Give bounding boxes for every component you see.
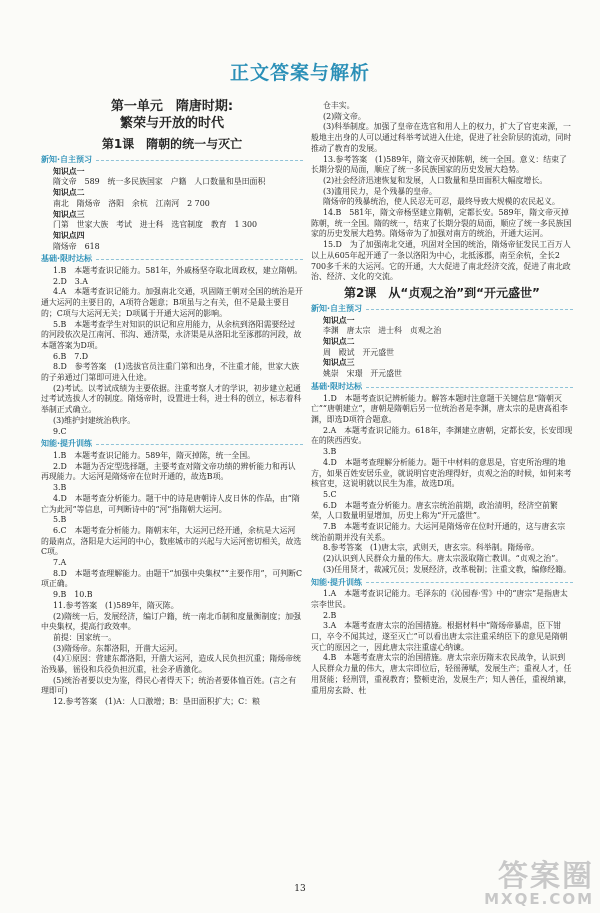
watermark-logo <box>484 859 594 908</box>
section-divider <box>96 160 303 161</box>
answer-paragraph: 4.D 本题考查理解分析能力。题干中材料的意思是，官吏所治理的地方，如果百姓安居乐业，就说明官吏治理得好，贞观之治的时候，如何来考核官吏，这说明就以民生为准，故选D项。 <box>311 457 572 489</box>
knowledge-point-label: 知识点一 <box>323 315 355 325</box>
answer-paragraph: 6.C 本题考查分析能力。隋朝末年，大运河已经开通，余杭是大运河的最南点，洛阳是大运河的中心，数座城市的兴起与大运河密切相关，故选C项。 <box>41 525 302 557</box>
knowledge-point-label: 知识点三 <box>53 209 85 219</box>
answer-paragraph: 3.A 本题考查唐太宗的治国措施。根据材料中“隋炀帝暴虐，臣下钳口，卒令不闻其过，遂至灭亡”可以看出唐太宗注重采纳臣下的意见是隋朝灭亡的原因之一，因此唐太宗注重虚心纳谏。 <box>311 621 568 652</box>
answer-paragraph: 13.参考答案 (1)589年，隋文帝灭掉陈朝，统一全国。意义：结束了长期分裂的局面，顺应了统一多民族国家的历史发展大趋势。 <box>311 154 567 175</box>
answer-paragraph: 2.D 3.A <box>53 276 88 286</box>
knowledge-point-label: 知识点三 <box>323 358 355 368</box>
knowledge-point-label: 知识点二 <box>323 337 355 347</box>
answer-paragraph: 门第 世家大族 考试 进士科 选官制度 教育 1 300 <box>53 220 258 230</box>
unit-title-line-2: 繁荣与开放的时代 <box>119 116 224 131</box>
answer-paragraph: (2)考试。以考试成绩为主要依据。注重考察人才的学识，初步建立起通过考试选拔人才的制度。隋炀帝时，设置进士科，进士科的创立，标志着科举制正式确立。 <box>41 383 302 415</box>
answer-paragraph: (4)①原因：营建东都洛阳，开凿大运河，造成人民负担沉重；隋炀帝统治残暴，徭役和兵役负担沉重，社会矛盾激化。 <box>41 654 301 675</box>
lesson-2-title: 第2课 从“贞观之治”到“开元盛世” <box>344 285 540 300</box>
answer-paragraph: 5.B <box>53 515 67 525</box>
answer-paragraph: 9.C <box>53 426 67 436</box>
answer-paragraph: 2.A 本题考查识记能力。618年，李渊建立唐朝，定都长安，长安即现在的陕西西安。 <box>311 425 573 446</box>
answer-paragraph: 姚崇 宋璟 开元盛世 <box>323 369 402 379</box>
answer-paragraph: (3)滥用民力，是个残暴的皇帝。 <box>323 186 437 196</box>
answer-paragraph: 周 殿试 开元盛世 <box>323 347 395 357</box>
right-column-body <box>311 101 573 696</box>
section-divider <box>366 387 573 388</box>
knowledge-point-label: 知识点一 <box>53 166 85 176</box>
answer-paragraph: 隋炀帝的残暴统治，使人民忍无可忍，最终导致大规模的农民起义。 <box>323 197 560 207</box>
answer-paragraph: (2)认识到人民群众力量的伟大。唐太宗汲取隋亡教训。“贞观之治”。 <box>323 554 564 564</box>
answer-paragraph: 3.B <box>53 483 67 493</box>
answer-paragraph: (2)社会经济迅速恢复和发展，人口数量和垦田面积大幅度增长。 <box>323 175 548 185</box>
section-label: 基础·限时达标 <box>311 381 363 391</box>
section-divider <box>96 444 303 445</box>
section-header <box>41 155 303 166</box>
answer-paragraph: (3)维护封建统治秩序。 <box>53 415 136 425</box>
section-header <box>41 254 303 265</box>
answer-paragraph: 4.B 本题考查唐太宗的治国措施。唐太宗亲历隋末农民战争，认识到人民群众力量的伟大，唐太宗即位后，轻徭薄赋，发展生产；重视人才，任用贤能；轻刑罚，重视教育；整顿吏治，发展生产；知人善任，重视纳谏，重用房玄龄、杜 <box>311 653 572 695</box>
answer-paragraph: 12.参考答案 (1)A：人口激增；B：垦田面积扩大；C：粮 <box>53 697 260 707</box>
answer-paragraph: 6.D 本题考查分析能力。唐玄宗统治前期，政治清明，经济空前繁荣，人口数量明显增加，历史上称为“开元盛世”。 <box>311 500 558 521</box>
section-label: 知能·提升训练 <box>41 439 93 449</box>
answer-paragraph: (3)隋炀帝。东都洛阳，开凿大运河。 <box>53 643 183 653</box>
answer-paragraph: 1.A 本题考查识记能力。毛泽东的《沁园春·雪》中的“唐宗”是指唐太宗李世民。 <box>311 589 568 609</box>
answer-paragraph: (3)任用贤才，裁减冗员；发展经济，改革税制；注重文教，编修经籍。 <box>323 564 571 574</box>
answer-paragraph: 8.参考答案 (1)唐太宗，武则天，唐玄宗。科举制。隋炀帝。 <box>323 543 539 553</box>
answer-paragraph: 14.B 581年，隋文帝杨坚建立隋朝，定都长安。589年，隋文帝灭掉陈朝，统一全国。隋的统一，结束了长期分裂的局面，顺应了统一多民族国家的历史发展大趋势。隋炀帝为了加强对南方的统治，开通大运河。 <box>311 208 572 239</box>
answer-paragraph: 5.C <box>323 489 337 499</box>
answer-paragraph: 仓丰实。 <box>323 101 355 110</box>
answer-paragraph: 1.D 本题考查识记辨析能力。解答本题时注意题干关键信息“隋朝灭亡”“唐朝建立”，唐朝是隋朝后另一位统治者是李渊，唐太宗的是唐高祖李渊，即选D项符合题意。 <box>311 393 568 424</box>
section-label: 新知·自主预习 <box>41 155 93 164</box>
answer-paragraph: (3)科举制度。加强了皇帝在选官和用人上的权力，扩大了官吏来源，一般地主出身的人可以通过科举考试进入仕途，促进了社会阶层的流动，同时推动了教育的发展。 <box>311 122 572 153</box>
section-label: 知能·提升训练 <box>311 577 363 587</box>
left-column <box>41 96 303 708</box>
section-header <box>311 304 573 315</box>
page-number: 13 <box>294 884 306 894</box>
answer-paragraph: 2.D 本题为否定型选择题，主要考查对隋文帝功绩的辨析能力和再认再现能力。大运河是隋炀帝在位时开通的，故选B项。 <box>41 461 296 482</box>
answer-paragraph: 李渊 唐太宗 进士科 贞观之治 <box>323 326 442 336</box>
lesson-1-title: 第1课 隋朝的统一与灭亡 <box>101 137 243 151</box>
answer-paragraph: 隋文帝 589 统一多民族国家 户籍 人口数量和垦田面积 <box>53 177 266 187</box>
watermark-url: MXQE.COM <box>484 890 594 908</box>
knowledge-point-label: 知识点四 <box>53 230 85 240</box>
answer-paragraph: 2.B <box>323 610 337 620</box>
answer-paragraph: 8.D 参考答案 (1)选拔官员注重门第和出身，不注重才能，世家大族的子弟通过门第即可进入仕途。 <box>41 362 299 383</box>
answer-paragraph: 3.B <box>323 447 337 457</box>
answer-paragraph: 7.A <box>53 558 67 568</box>
answer-paragraph: 南北 隋炀帝 洛阳 余杭 江南河 2 700 <box>53 198 210 208</box>
answer-paragraph: 11.参考答案 (1)589年，隋灭陈。 <box>53 600 179 610</box>
answer-paragraph: 9.B 10.B <box>53 590 93 600</box>
section-divider <box>366 582 573 583</box>
watermark-text: 答案圈 <box>498 859 594 894</box>
answer-paragraph: (2)隋统一后，发展经济，编订户籍，统一南北币制和度量衡制度；加强中央集权，提高行政效率。 <box>41 611 301 632</box>
section-header <box>311 578 573 589</box>
unit-title <box>41 98 303 132</box>
answer-paragraph: 前提：国家统一。 <box>53 632 117 642</box>
answer-paragraph: 1.B 本题考查识记能力。581年，外戚杨坚夺取北周政权，建立隋朝。 <box>53 266 303 276</box>
right-column <box>311 101 573 696</box>
answer-paragraph: 4.A 本题考查识记能力。加强南北交通，巩固隋王朝对全国的统治是开通大运河的主要目的，A项符合题意；B项虽与之有关，但不是最主要目的；C项与大运河无关；D项属于开通大运河的影响。 <box>41 287 303 318</box>
answer-paragraph: 1.B 本题考查识记能力。589年，隋灭掉陈，统一全国。 <box>53 450 255 460</box>
unit-title-line-1: 第一单元 隋唐时期: <box>110 99 234 114</box>
answer-paragraph: 6.B 7.D <box>53 351 89 361</box>
knowledge-point-label: 知识点二 <box>53 188 85 198</box>
answer-paragraph: (2)隋文帝。 <box>323 111 366 121</box>
answer-paragraph: 15.D 为了加强南北交通，巩固对全国的统治，隋炀帝征发民工百万人以上从605年起开通了一条以洛阳为中心，北抵涿郡，南至余杭，全长2 700多千米的大运河。它的开通，大大促进了南北经济交流，促进了南北政治、经济、文化的交流。 <box>311 240 571 282</box>
answer-paragraph: 4.D 本题考查分析能力。题干中的诗是唐朝诗人皮日休的作品，由“隋亡为此河”等信息，可判断诗中的“河”指隋朝大运河。 <box>41 493 300 514</box>
answer-paragraph: (5)统治者要以史为鉴，得民心者得天下；统治者要体恤百姓。(言之有理即可) <box>41 675 297 696</box>
answer-paragraph: 隋炀帝 618 <box>53 241 100 251</box>
section-header <box>41 439 303 450</box>
section-header <box>311 382 573 393</box>
section-label: 新知·自主预习 <box>311 303 363 313</box>
page-title: 正文答案与解析 <box>229 62 370 84</box>
section-label: 基础·限时达标 <box>41 254 93 264</box>
answer-paragraph: 5.B 本题考查学生对知识的识记和应用能力，从余杭到洛阳需要经过的河段依次是江南河、邗沟、通济渠，永济渠是从洛阳北至涿郡的河段，故本题答案为D项。 <box>41 319 302 350</box>
section-divider <box>96 259 303 260</box>
left-column-body <box>41 155 303 708</box>
answer-paragraph: 7.B 本题考查识记能力。大运河是隋炀帝在位时开通的，这与唐玄宗统治前期并没有关系。 <box>311 522 566 542</box>
section-divider <box>366 309 573 310</box>
answer-paragraph: 8.D 本题考查理解能力。由题干“加强中央集权”“主要作用”，可判断C项正确。 <box>41 568 303 589</box>
